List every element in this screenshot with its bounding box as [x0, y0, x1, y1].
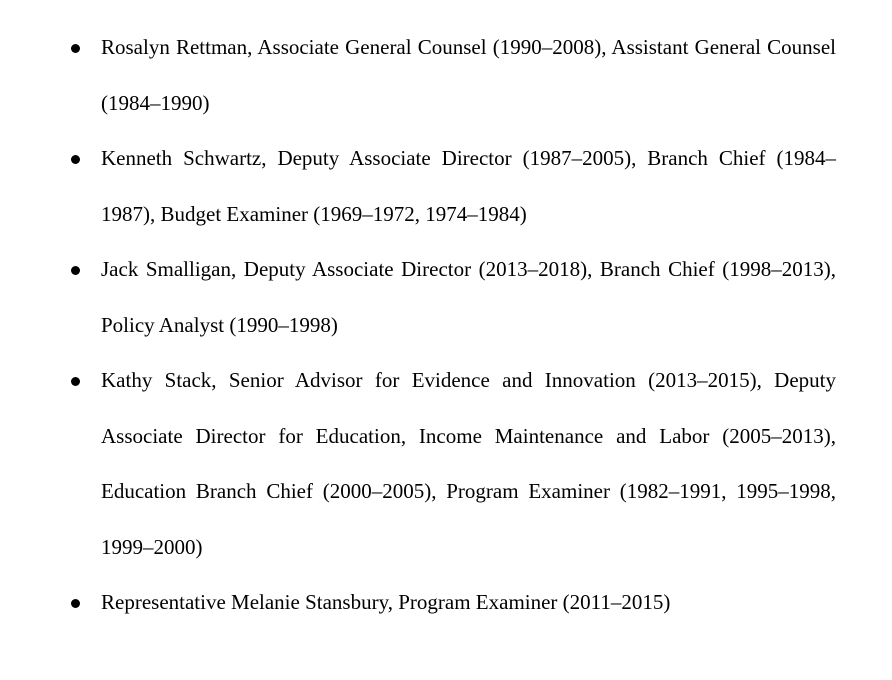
bullet-icon — [71, 266, 80, 275]
list-item — [0, 353, 892, 575]
bullet-icon — [71, 155, 80, 164]
bullet-icon — [71, 44, 80, 53]
list-item-text: Kathy Stack, Senior Advisor for Evidence and Innovation (2013–2015), Deputy Associate Director for Education, Income Maintenance and Labor (2005–2013), Education Branch Chief (2000–2005), Program Examiner (1982–1991, 1995–1998, 1999–2000) — [101, 368, 836, 559]
list-item — [0, 131, 892, 242]
bullet-icon — [71, 377, 80, 386]
list-item-text: Representative Melanie Stansbury, Program Examiner (2011–2015) — [101, 590, 671, 614]
bullet-icon — [71, 599, 80, 608]
list-item-text: Kenneth Schwartz, Deputy Associate Director (1987–2005), Branch Chief (1984–1987), Budget Examiner (1969–1972, 1974–1984) — [101, 146, 836, 226]
bullet-list — [0, 20, 892, 631]
list-item — [0, 242, 892, 353]
list-item-text: Rosalyn Rettman, Associate General Counsel (1990–2008), Assistant General Counsel (1984–1990) — [101, 35, 836, 115]
list-item-text: Jack Smalligan, Deputy Associate Director (2013–2018), Branch Chief (1998–2013), Policy Analyst (1990–1998) — [101, 257, 836, 337]
list-item — [0, 20, 892, 131]
list-item — [0, 575, 892, 631]
